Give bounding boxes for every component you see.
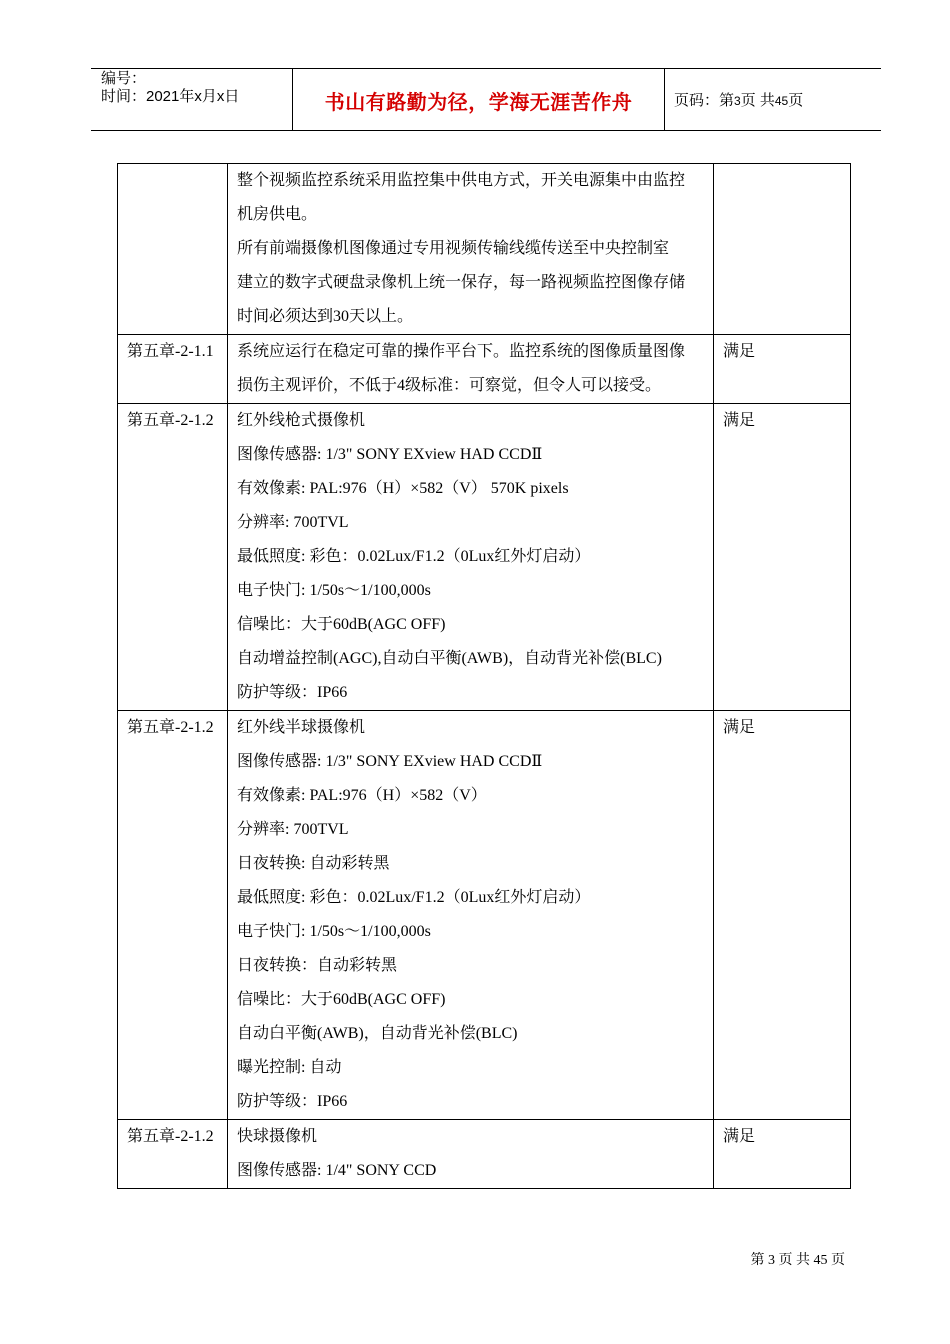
requirement-line: 日夜转换：自动彩转黑 — [237, 957, 398, 974]
document-time: 时间：2021年x月x日 — [101, 88, 240, 105]
compliance-cell — [714, 335, 851, 404]
requirement-line: 最低照度: 彩色：0.02Lux/F1.2（0Lux红外灯启动） — [237, 548, 591, 565]
table-row — [118, 404, 851, 711]
requirement-cell — [228, 1120, 714, 1189]
footer-suffix: 页 — [831, 1253, 845, 1268]
section-ref: 第五章-2-1.1 — [127, 343, 214, 360]
requirement-line: 图像传感器: 1/4" SONY CCD — [237, 1162, 437, 1179]
header-motto: 书山有路勤为径，学海无涯苦作舟 — [324, 90, 633, 114]
requirement-line: 有效像素: PAL:976（H）×582（V） — [237, 787, 487, 804]
section-cell — [118, 164, 228, 335]
page-prefix: 页码：第 — [674, 92, 735, 109]
requirement-line: 电子快门: 1/50s～1/100,000s — [237, 582, 431, 599]
page-current: 3 — [734, 94, 741, 108]
requirement-cell — [228, 164, 714, 335]
requirement-line: 最低照度: 彩色：0.02Lux/F1.2（0Lux红外灯启动） — [237, 889, 591, 906]
requirement-cell — [228, 335, 714, 404]
footer-mid: 页 共 — [778, 1253, 810, 1268]
requirement-line: 自动白平衡(AWB)，自动背光补偿(BLC) — [237, 1025, 518, 1042]
requirement-line: 时间必须达到30天以上。 — [237, 308, 414, 325]
spec-table-body — [118, 164, 851, 1189]
requirement-line: 图像传感器: 1/3" SONY EXview HAD CCDⅡ — [237, 446, 543, 463]
requirement-line: 快球摄像机 — [237, 1128, 318, 1145]
requirement-line: 日夜转换: 自动彩转黑 — [237, 855, 390, 872]
requirement-line: 分辨率: 700TVL — [237, 821, 349, 838]
compliance-cell — [714, 1120, 851, 1189]
requirement-line: 系统应运行在稳定可靠的操作平台下。监控系统的图像质量图像 — [237, 343, 686, 360]
requirement-line: 损伤主观评价，不低于4级标准：可察觉，但令人可以接受。 — [237, 377, 662, 394]
page-header — [91, 68, 881, 131]
requirement-cell — [228, 404, 714, 711]
section-ref: 第五章-2-1.2 — [127, 412, 214, 429]
requirement-line: 建立的数字式硬盘录像机上统一保存，每一路视频监控图像存储 — [237, 274, 686, 291]
table-row — [118, 1120, 851, 1189]
requirement-line: 电子快门: 1/50s～1/100,000s — [237, 923, 431, 940]
compliance-status: 满足 — [723, 1128, 756, 1145]
requirement-line: 自动增益控制(AGC),自动白平衡(AWB)，自动背光补偿(BLC) — [237, 650, 662, 667]
compliance-status: 满足 — [723, 719, 756, 736]
section-ref: 第五章-2-1.2 — [127, 719, 214, 736]
header-page-indicator — [674, 89, 803, 110]
requirement-line: 防护等级：IP66 — [237, 684, 348, 701]
requirement-line: 分辨率: 700TVL — [237, 514, 349, 531]
requirement-line: 所有前端摄像机图像通过专用视频传输线缆传送至中央控制室 — [237, 240, 670, 257]
header-meta — [101, 70, 239, 106]
requirement-line: 红外线枪式摄像机 — [237, 412, 366, 429]
footer-current: 3 — [768, 1253, 775, 1268]
table-row — [118, 164, 851, 335]
compliance-cell — [714, 164, 851, 335]
requirement-line: 红外线半球摄像机 — [237, 719, 366, 736]
compliance-status: 满足 — [723, 343, 756, 360]
page-footer — [751, 1249, 846, 1269]
page-mid: 页 共 — [740, 92, 775, 109]
page-total: 45 — [774, 94, 789, 108]
requirement-line: 信噪比：大于60dB(AGC OFF) — [237, 991, 446, 1008]
section-cell — [118, 1120, 228, 1189]
requirement-cell — [228, 711, 714, 1120]
page-suffix: 页 — [788, 92, 804, 109]
section-cell — [118, 404, 228, 711]
requirement-line: 曝光控制: 自动 — [237, 1059, 342, 1076]
footer-total: 45 — [813, 1253, 828, 1268]
footer-prefix: 第 — [750, 1253, 765, 1268]
requirement-line: 防护等级：IP66 — [237, 1093, 348, 1110]
requirement-line: 信噪比：大于60dB(AGC OFF) — [237, 616, 446, 633]
header-divider — [664, 69, 665, 130]
section-ref: 第五章-2-1.2 — [127, 1128, 214, 1145]
requirement-line: 机房供电。 — [237, 206, 318, 223]
section-cell — [118, 711, 228, 1120]
table-row — [118, 335, 851, 404]
requirement-line: 有效像素: PAL:976（H）×582（V） 570K pixels — [237, 480, 569, 497]
compliance-cell — [714, 711, 851, 1120]
table-row — [118, 711, 851, 1120]
compliance-cell — [714, 404, 851, 711]
document-number-label: 编号： — [101, 70, 147, 87]
spec-table — [117, 163, 851, 1189]
section-cell — [118, 335, 228, 404]
requirement-line: 图像传感器: 1/3" SONY EXview HAD CCDⅡ — [237, 753, 543, 770]
compliance-status: 满足 — [723, 412, 756, 429]
requirement-line: 整个视频监控系统采用监控集中供电方式，开关电源集中由监控 — [237, 172, 686, 189]
